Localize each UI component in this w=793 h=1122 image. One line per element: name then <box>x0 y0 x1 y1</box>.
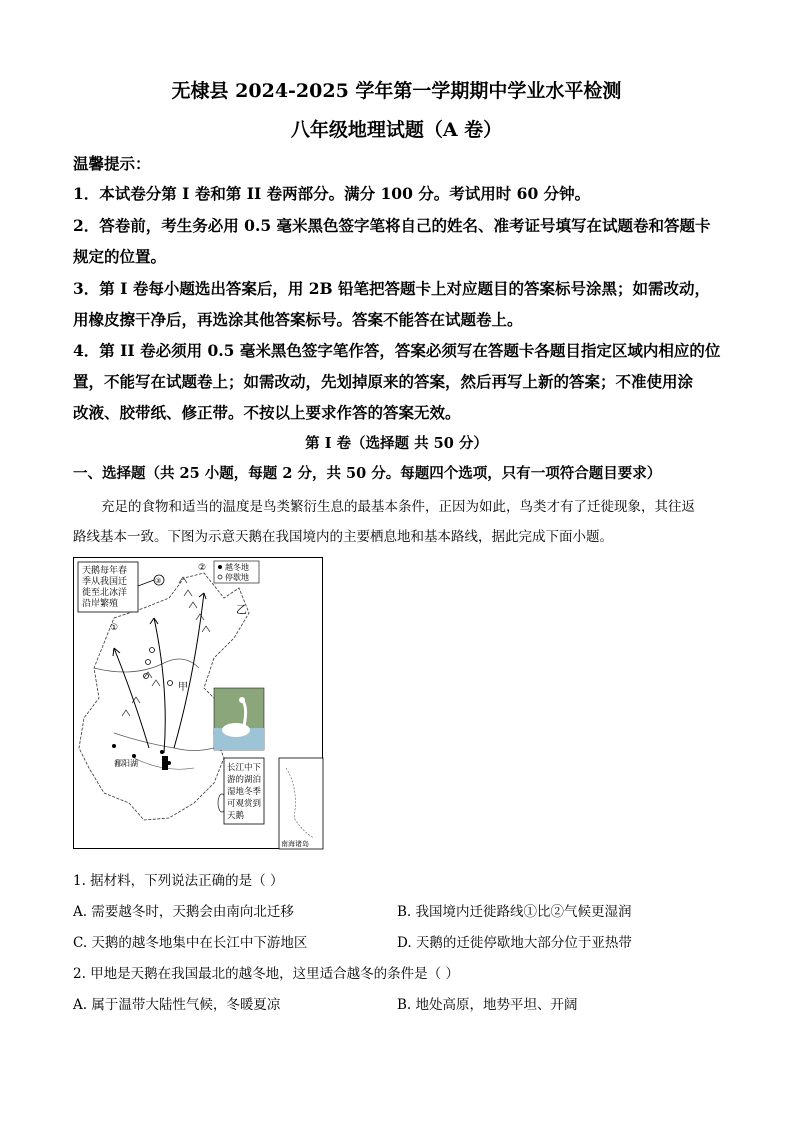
section-heading: 一、选择题（共 25 小题，每题 2 分，共 50 分。每题四个选项，只有一项符合题目要求） <box>73 465 662 482</box>
callout-right-line: 长江中下 <box>227 763 262 773</box>
label-yi: 乙 <box>236 603 247 616</box>
notice-line: 改液、胶带纸、修正带。不按以上要求作答的答案无效。 <box>73 403 461 422</box>
callout-top-line: 沿岸繁殖 <box>82 599 119 609</box>
option-b: B. 地处高原，地势平坦、开阔 <box>397 997 578 1013</box>
callout-right-line: 游的湖泊 <box>227 775 262 785</box>
notice-line: 4．第 II 卷必须用 0.5 毫米黑色签字笔作答，答案必须写在答题卡各题目指定区域内相应的位 <box>73 341 721 360</box>
option-a: A. 需要越冬时，天鹅会由南向北迁移 <box>73 904 294 920</box>
notice-line: 置，不能写在试题卷上；如需改动，先划掉原来的答案，然后再写上新的答案；不准使用涂 <box>73 372 694 391</box>
exam-title: 无棣县 2024-2025 学年第一学期期中学业水平检测 <box>171 80 622 102</box>
label-jia: 甲 <box>178 682 188 693</box>
callout-top-line: 徙至北冰洋 <box>82 588 128 598</box>
route-label: ③ <box>155 577 162 585</box>
callout-top-line: 季从我国迁 <box>82 577 128 587</box>
callout-right-line: 可观赏到 <box>227 799 262 809</box>
legend-stopover: 停歇地 <box>225 573 249 582</box>
notice-line: 2．答卷前，考生务必用 0.5 毫米黑色签字笔将自己的姓名、准考证号填写在试题卷和答题卡 <box>73 216 711 235</box>
notice-line: 用橡皮擦干净后，再选涂其他答案标号。答案不能答在试题卷上。 <box>73 310 523 329</box>
notice-line: 3．第 I 卷每小题选出答案后，用 2B 铅笔把答题卡上对应题目的答案标号涂黑；如需改动， <box>73 279 711 298</box>
option-a: A. 属于温带大陆性气候，冬暖夏凉 <box>73 997 281 1013</box>
option-b: B. 我国境内迁徙路线①比②气候更湿润 <box>397 904 632 920</box>
option-d: D. 天鹅的迁徙停歇地大部分位于亚热带 <box>397 935 632 951</box>
route-label: ① <box>110 623 119 633</box>
swan-migration-map <box>73 557 323 849</box>
label-lake: 鄱阳湖 <box>114 759 138 768</box>
route-label: ② <box>198 563 207 573</box>
intro-text: 充足的食物和适当的温度是鸟类繁衍生息的最基本条件，正因为如此，鸟类才有了迁徙现象，其往返 <box>101 499 695 515</box>
exam-subtitle: 八年级地理试题（A 卷） <box>290 119 503 141</box>
notice-heading: 温馨提示： <box>73 154 151 173</box>
question-stem: 2. 甲地是天鹅在我国最北的越冬地，这里适合越冬的条件是（ ） <box>73 966 459 982</box>
callout-right-line: 湿地冬季 <box>227 787 262 797</box>
notice-line: 1．本试卷分第 I 卷和第 II 卷两部分。满分 100 分。考试用时 60 分钟。 <box>73 184 591 203</box>
legend-wintering: 越冬地 <box>225 563 249 572</box>
intro-text: 路线基本一致。下图为示意天鹅在我国境内的主要栖息地和基本路线，据此完成下面小题。 <box>73 529 613 545</box>
callout-top-line: 天鹅每年春 <box>82 566 128 576</box>
notice-line: 规定的位置。 <box>73 247 167 266</box>
label-nanhai: 南海诸岛 <box>281 840 309 848</box>
part-title: 第 I 卷（选择题 共 50 分） <box>305 435 488 452</box>
callout-right-line: 天鹅 <box>227 811 245 821</box>
option-c: C. 天鹅的越冬地集中在长江中下游地区 <box>73 935 308 951</box>
question-stem: 1. 据材料，下列说法正确的是（ ） <box>73 873 284 889</box>
